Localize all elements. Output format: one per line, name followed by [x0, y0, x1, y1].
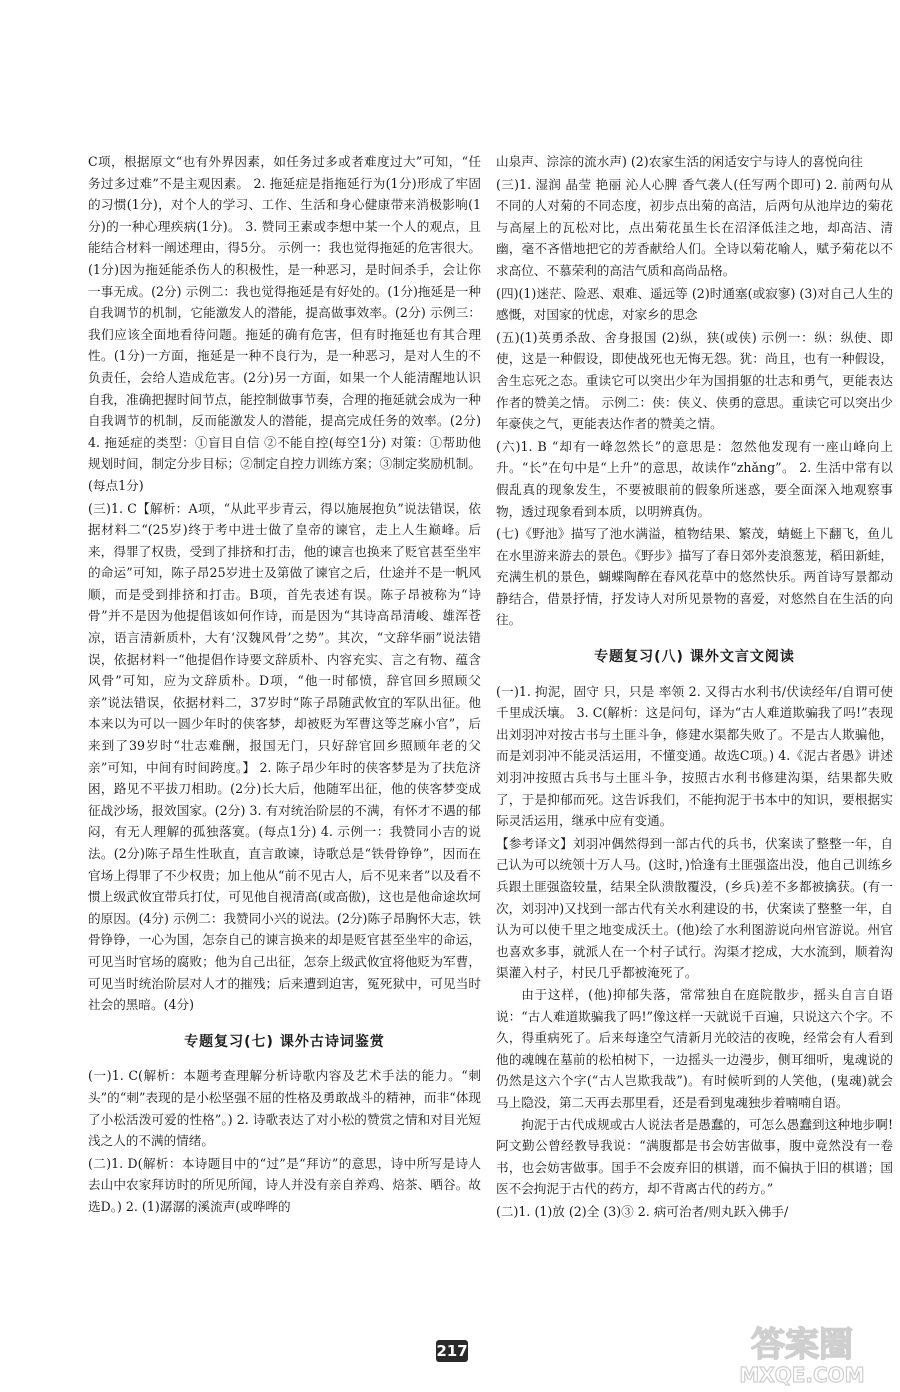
left-paragraph-4: (二)1. D(解析：本诗题目中的“过”是“拜访”的意思，诗中所写是诗人去山中农家拜访时的所见所闻，诗人并没有亲自养鸡、焙茶、晒谷。故选D。) 2. (1)潺潺的溪流声(或哗哗的: [88, 1155, 481, 1214]
left-column: [88, 150, 481, 1218]
watermark-text-url: MXQE.COM: [739, 1363, 865, 1387]
right-paragraph-10: 拘泥于古代成规或古人说法者是愚蠢的，可怎么愚蠢到这种地步啊!阿文勤公曾经教导我说：“满腹都是书会妨害做事，腹中竟然没有一卷书，也会妨害做事。国手不会废弃旧的棋谱，而不偏执于旧的棋谱；国医不会拘泥于古代的药方，却不背离古代的药方。”: [496, 1116, 893, 1197]
right-paragraph-7: (一)1. 拘泥，固守 只，只是 率领 2. 又得古水利书/伏读经年/自谓可使千里成沃壤。 3. C(解析：这是问句，译为“古人难道欺骗我了吗!”表现出刘羽冲对按古书与土匪斗争，修建水渠都失败了。不是古人欺骗他，而是刘羽冲不能灵活运用，不懂变通。故选C项。) 4.《泥古者愚》讲述刘羽冲按照古兵书与土匪斗争，按照古水利书修建沟渠，结果都失败了，于是抑郁而死。这告诉我们，不能拘泥于书本中的知识，要根据实际灵活运用，继承中应有变通。: [496, 683, 893, 829]
left-paragraph-2: (三)1. C【解析：A项，“从此平步青云，得以施展抱负”说法错误，依据材料二“(25岁)终于考中进士做了皇帝的谏官，走上人生巅峰。后来，得罪了权贵，受到了排挤和打击，他的谏言也换来了贬官甚至坐牢的命运”可知，陈子昂25岁进士及第做了谏官之后，仕途并不是一帆风顺，而是受到排挤和打击。B项，首先表述有误。陈子昂被称为“诗骨”并不是因为他提倡该如何作诗，而是因为“其诗高昂清峻、雄浑苍凉，语言清新质朴，大有‘汉魏风骨’之势”。其次，“文辞华丽”说法错误，依据材料一“他提倡作诗要文辞质朴、内容充实、言之有物、蕴含风骨”可知，应为文辞质朴。D项，“他一时郁愤，辞官回乡照顾父亲”说法错误，依据材料二，37岁时“陈子昂随武攸宜的军队出征。他本来以为可以一圆少年时的侠客梦，却被贬为军曹这等芝麻小官”，后来到了39岁时“壮志难酬，报国无门，只好辞官回乡照顾年老的父亲”可知，中间有时间跨度。】 2. 陈子昂少年时的侠客梦是为了扶危济困，路见不平拔刀相助。(2分)长大后，他随军出征，他的侠客梦变成征战沙场，报效国家。(2分) 3. 有对统治阶层的不满，有怀才不遇的郁闷，有无人理解的孤独落寞。(每点1分) 4. 示例一：我赞同小吉的说法。(2分)陈子昂生性耿直，直言敢谏，诗歌总是“铁骨铮铮”，因而在官场上得罪了不少权贵；加上他从“前不见古人，后不见来者”以及看不惯上级武攸宜带兵打仗，可见他自视清高(或高傲)，这也是他命途坎坷的原因。(4分) 示例二：我赞同小兴的说法。(2分)陈子昂胸怀大志，铁骨铮铮，一心为国，怎奈自己的谏言换来的却是贬官甚至坐牢的命运，可见当时官场的腐败；他为自己出征，怎奈上级武攸宜将他贬为军曹，可见当时统治阶层对人才的摧残；后来遭到迫害，冤死狱中，可见当时社会的黑暗。(4分): [88, 500, 481, 1013]
right-paragraph-2: (三)1. 湿润 晶莹 艳丽 沁人心脾 香气袭人(任写两个即可) 2. 前两句从不同的人对菊的不同态度，初步点出菊的高洁，后两句从池岸边的菊花与高屋上的瓦松对比，点出菊花虽生长在沼泽低洼之地，却高洁、清幽，毫不吝惜地把它的芳香献给人们。全诗以菊花喻人，赋予菊花以不求高位、不慕荣利的高洁气质和高尚品格。: [496, 176, 893, 278]
section-heading-8: 专题复习(八) 课外文言文阅读: [594, 649, 795, 666]
right-paragraph-6: (七)《野池》描写了池水满溢，植物结果、繁茂，蜻蜓上下翻飞，鱼儿在水里游来游去的景色。《野步》描写了春日郊外麦浪葱茏，稻田新蛙，充满生机的景色，蝴蝶陶醉在春风花草中的悠然快乐。两首诗写景都动静结合，借景抒情，抒发诗人对所见景物的喜爱，对悠然自在生活的向往。: [496, 526, 893, 628]
watermark-graphic: [712, 1318, 892, 1388]
right-paragraph-3: (四)(1)迷茫、险恶、艰难、遥远等 (2)时通塞(或寂寥) (3)对自己人生的感慨，对国家的忧虑，对家乡的思念: [496, 285, 893, 323]
left-paragraph-1: C项，根据原文“也有外界因素，如任务过多或者难度过大”可知，“任务过多过难”不是主观因素。 2. 拖延症是指拖延行为(1分)形成了牢固的习惯(1分)，对个人的学习、工作、生活和身心健康带来消极影响(1分)的一种心理疾病(1分)。 3. 赞同王素或李想中某一个人的观点，且能结合材料一阐述理由，得5分。 示例一：我也觉得拖延的危害很大。(1分)因为拖延能杀伤人的积极性，是一种恶习，是时间杀手，会让你一事无成。(2分) 示例二：我也觉得拖延是有好处的。(1分)拖延是一种自我调节的机制，它能激发人的潜能，提高做事效率。(2分) 示例三：我们应该全面地看待问题。拖延的确有危害，但有时拖延也有其合理性。(1分)一方面，拖延是一种不良行为，是一种恶习，是对人生的不负责任，会给人造成危害。(2分)另一方面，如果一个人能清醒地认识自我，准确把握时间节点，能控制做事节奏，合理的拖延就会成为一种自我调节的机制，反而能激发人的潜能，提高完成任务的效率。(2分) 4. 拖延症的类型：①盲目自信 ②不能自控(每空1分) 对策：①帮助他规划时间，制定分步目标；②制定自控力训练方案；③制定奖励机制。(每点1分): [88, 154, 481, 493]
right-paragraph-9: 由于这样，(他)抑郁失落，常常独自在庭院散步，摇头自言自语说：“古人难道欺骗我了吗!”像这样一天就说千百遍，只说这六个字。不久，得重病死了。后来每逢空气清新月光皎洁的夜晚，经常会有人看到他的魂魄在墓前的松柏树下，一边摇头一边漫步，侧耳细听，鬼魂说的仍然是这六个字(“古人岂欺我哉”)。有时候听到的人笑他，(鬼魂)就会马上隐没，第二天再去那里看，还是看到鬼魂独步着喃喃自语。: [496, 986, 893, 1110]
left-paragraph-3: (一)1. C(解析：本题考查理解分析诗歌内容及艺术手法的能力。“刺头”的“刺”表现的是小松坚强不屈的性格及勇敢战斗的精神，而非“体现了小松活泼可爱的性格”。) 2. 诗歌表达了对小松的赞赏之情和对目光短浅之人的不满的情绪。: [88, 1068, 481, 1149]
right-paragraph-11: (二)1. (1)放 (2)全 (3)③ 2. 病可治者/则丸跃入佛手/: [496, 1203, 789, 1219]
right-paragraph-8: 【参考译文】刘羽冲偶然得到一部古代的兵书，伏案读了整整一年，自己认为可以统领十万人马。(这时，)恰逢有土匪强盗出没，他自己训练乡兵跟土匪强盗较量，结果全队溃散覆没，(乡兵)差不多都被擒获。(有一次，刘羽冲)又找到一部古代有关水利建设的书，伏案读了整整一年，自认为可以使千里之地变成沃土。(他)绘了水利图游说向州官游说。州官也喜欢多事，就派人在一个村子试行。沟渠才挖成，大水流到，顺着沟渠灌入村子，村民几乎都被淹死了。: [496, 835, 893, 981]
right-column: [496, 150, 893, 1223]
right-paragraph-4: (五)(1)英勇杀敌、舍身报国 (2)纵，狭(或侠) 示例一：纵：纵使、即使，这是一种假设，即使战死也无悔无怨。犹：尚且，也有一种假设，舍生忘死之态。重读它可以突出少年为国捐躯的壮志和勇气，更能表达作者的赞美之情。 示例二：侠：侠义、侠勇的意思。重读它可以突出少年豪侠之气，更能表达作者的赞美之情。: [496, 329, 893, 432]
section-heading-7: 专题复习(七) 课外古诗词鉴赏: [184, 1033, 385, 1050]
watermark-text-cn: 答案圈: [751, 1325, 853, 1365]
right-paragraph-1: 山泉声、淙淙的流水声) (2)农家生活的闲适安宁与诗人的喜悦向往: [496, 154, 863, 169]
page-number: 217: [436, 1342, 468, 1360]
right-paragraph-5: (六)1. B “却有一峰忽然长”的意思是：忽然他发现有一座山峰向上升。“长”在句中是“上升”的意思，故读作“zhǎng”。 2. 生活中常有以假乱真的现象发生，不要被眼前的假象所迷惑，要全面深入地观察事物，透过现象看到本质，以明辨真伪。: [496, 438, 893, 519]
watermark-logo: [712, 1318, 892, 1388]
